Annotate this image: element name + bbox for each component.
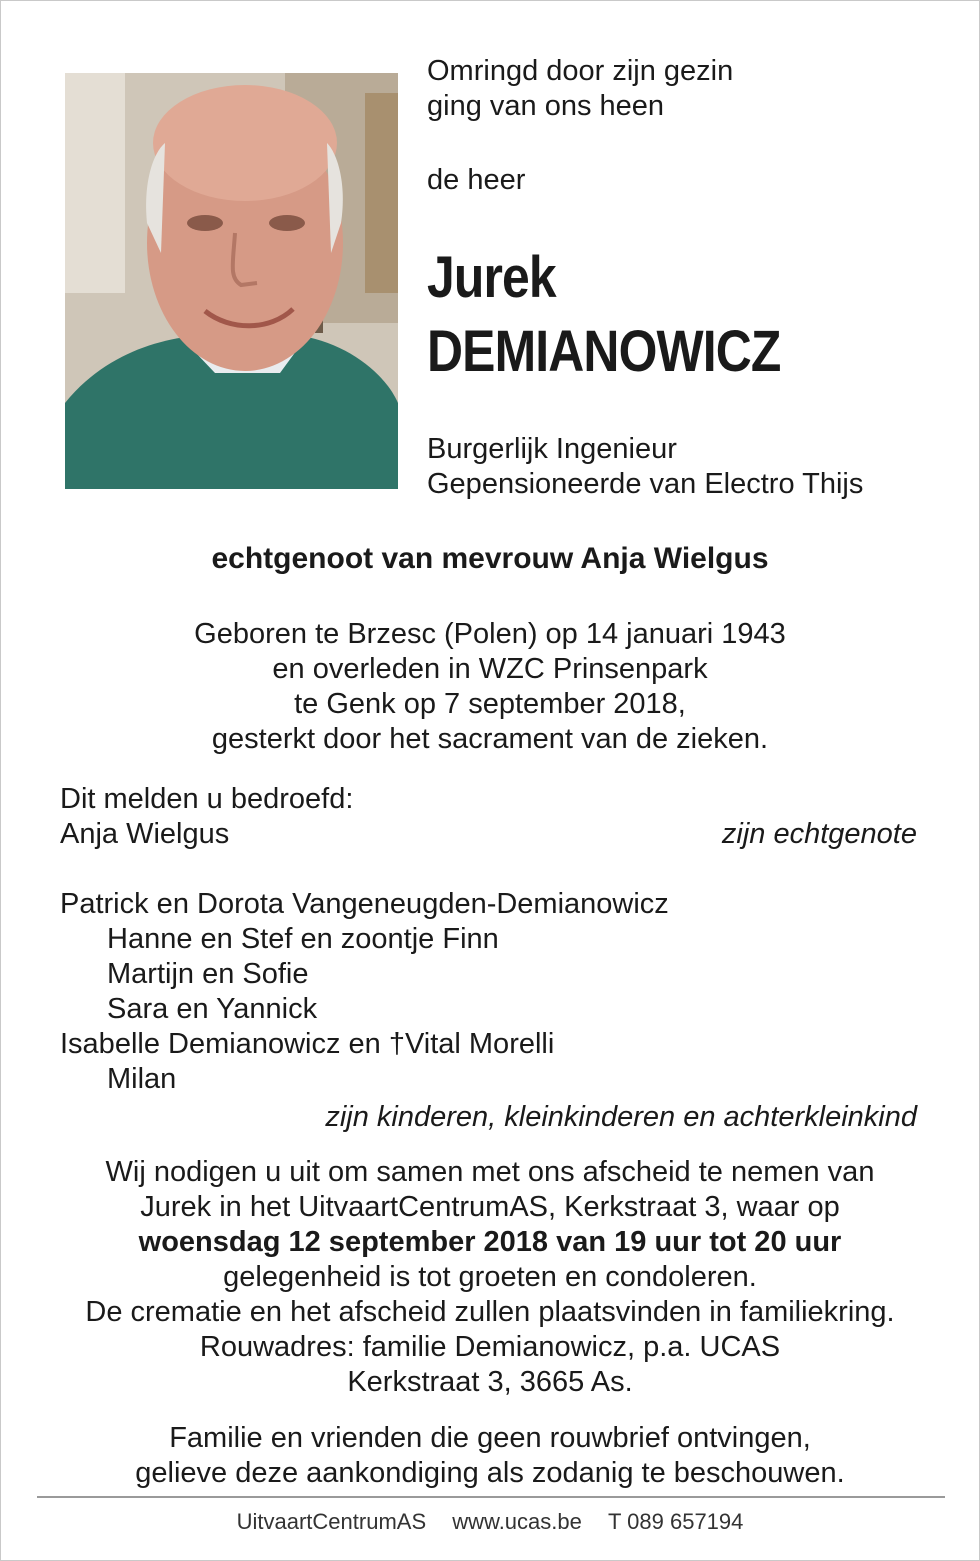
notice-line: Familie en vrienden die geen rouwbrief ontvingen, [169,1422,811,1454]
last-name: DEMIANOWICZ [427,319,781,384]
birth-death-info [1,617,979,757]
notice-line: gelieve deze aankondiging als zodanig te beschouwen. [135,1457,845,1489]
invitation-line: Rouwadres: familie Demianowicz, p.a. UCAS [199,1331,781,1363]
deceased-name [427,241,781,389]
invitation-datetime [1,1225,979,1260]
portrait-photo [65,73,398,489]
announcement-heading: Dit melden u bedroefd: [60,783,354,815]
footer-company: UitvaartCentrumAS [236,1509,427,1534]
invitation-line: Wij nodigen u uit om samen met ons afscheid te nemen van [105,1156,875,1188]
family-line: Sara en Yannick [107,993,318,1025]
notice [1,1421,979,1491]
announcement [60,782,353,852]
family-line: Isabelle Demianowicz en †Vital Morelli [60,1028,555,1060]
family-line: Martijn en Sofie [107,958,309,990]
title-line: Gepensioneerde van Electro Thijs [427,468,864,500]
family-list [60,887,669,1097]
info-line: Geboren te Brzesc (Polen) op 14 januari 1943 [194,618,786,650]
info-line: en overleden in WZC Prinsenpark [272,653,708,685]
invitation-line: De crematie en het afscheid zullen plaatsvinden in familiekring. [85,1296,895,1328]
spouse-name: Anja Wielgus [60,818,230,850]
family-role: zijn kinderen, kleinkinderen en achterkleinkind [325,1101,917,1133]
footer-divider [37,1496,945,1498]
titles [427,432,863,502]
family-line: Milan [107,1063,177,1095]
spouse-line: echtgenoot van mevrouw Anja Wielgus [211,542,769,575]
invitation-when: woensdag 12 september 2018 van 19 uur tot 20 uur [138,1226,842,1258]
footer-phone: T 089 657194 [608,1509,744,1534]
family-line: Hanne en Stef en zoontje Finn [107,923,499,955]
salutation: de heer [427,164,526,196]
family-line: Patrick en Dorota Vangeneugden-Demianowicz [60,888,669,920]
intro-line: ging van ons heen [427,90,665,122]
footer [1,1509,979,1535]
intro-text [427,54,733,124]
invitation [1,1155,979,1400]
info-line: gesterkt door het sacrament van de zieken. [211,723,769,755]
title-line: Burgerlijk Ingenieur [427,433,677,465]
intro-line: Omringd door zijn gezin [427,55,734,87]
portrait-illustration [65,73,398,489]
invitation-line: Kerkstraat 3, 3665 As. [347,1366,633,1398]
spouse-role: zijn echtgenote [721,818,917,850]
invitation-line: Jurek in het UitvaartCentrumAS, Kerkstraat 3, waar op [140,1191,840,1223]
invitation-line: gelegenheid is tot groeten en condoleren. [223,1261,757,1293]
info-line: te Genk op 7 september 2018, [294,688,686,720]
first-name: Jurek [427,245,556,310]
footer-website: www.ucas.be [452,1509,582,1534]
